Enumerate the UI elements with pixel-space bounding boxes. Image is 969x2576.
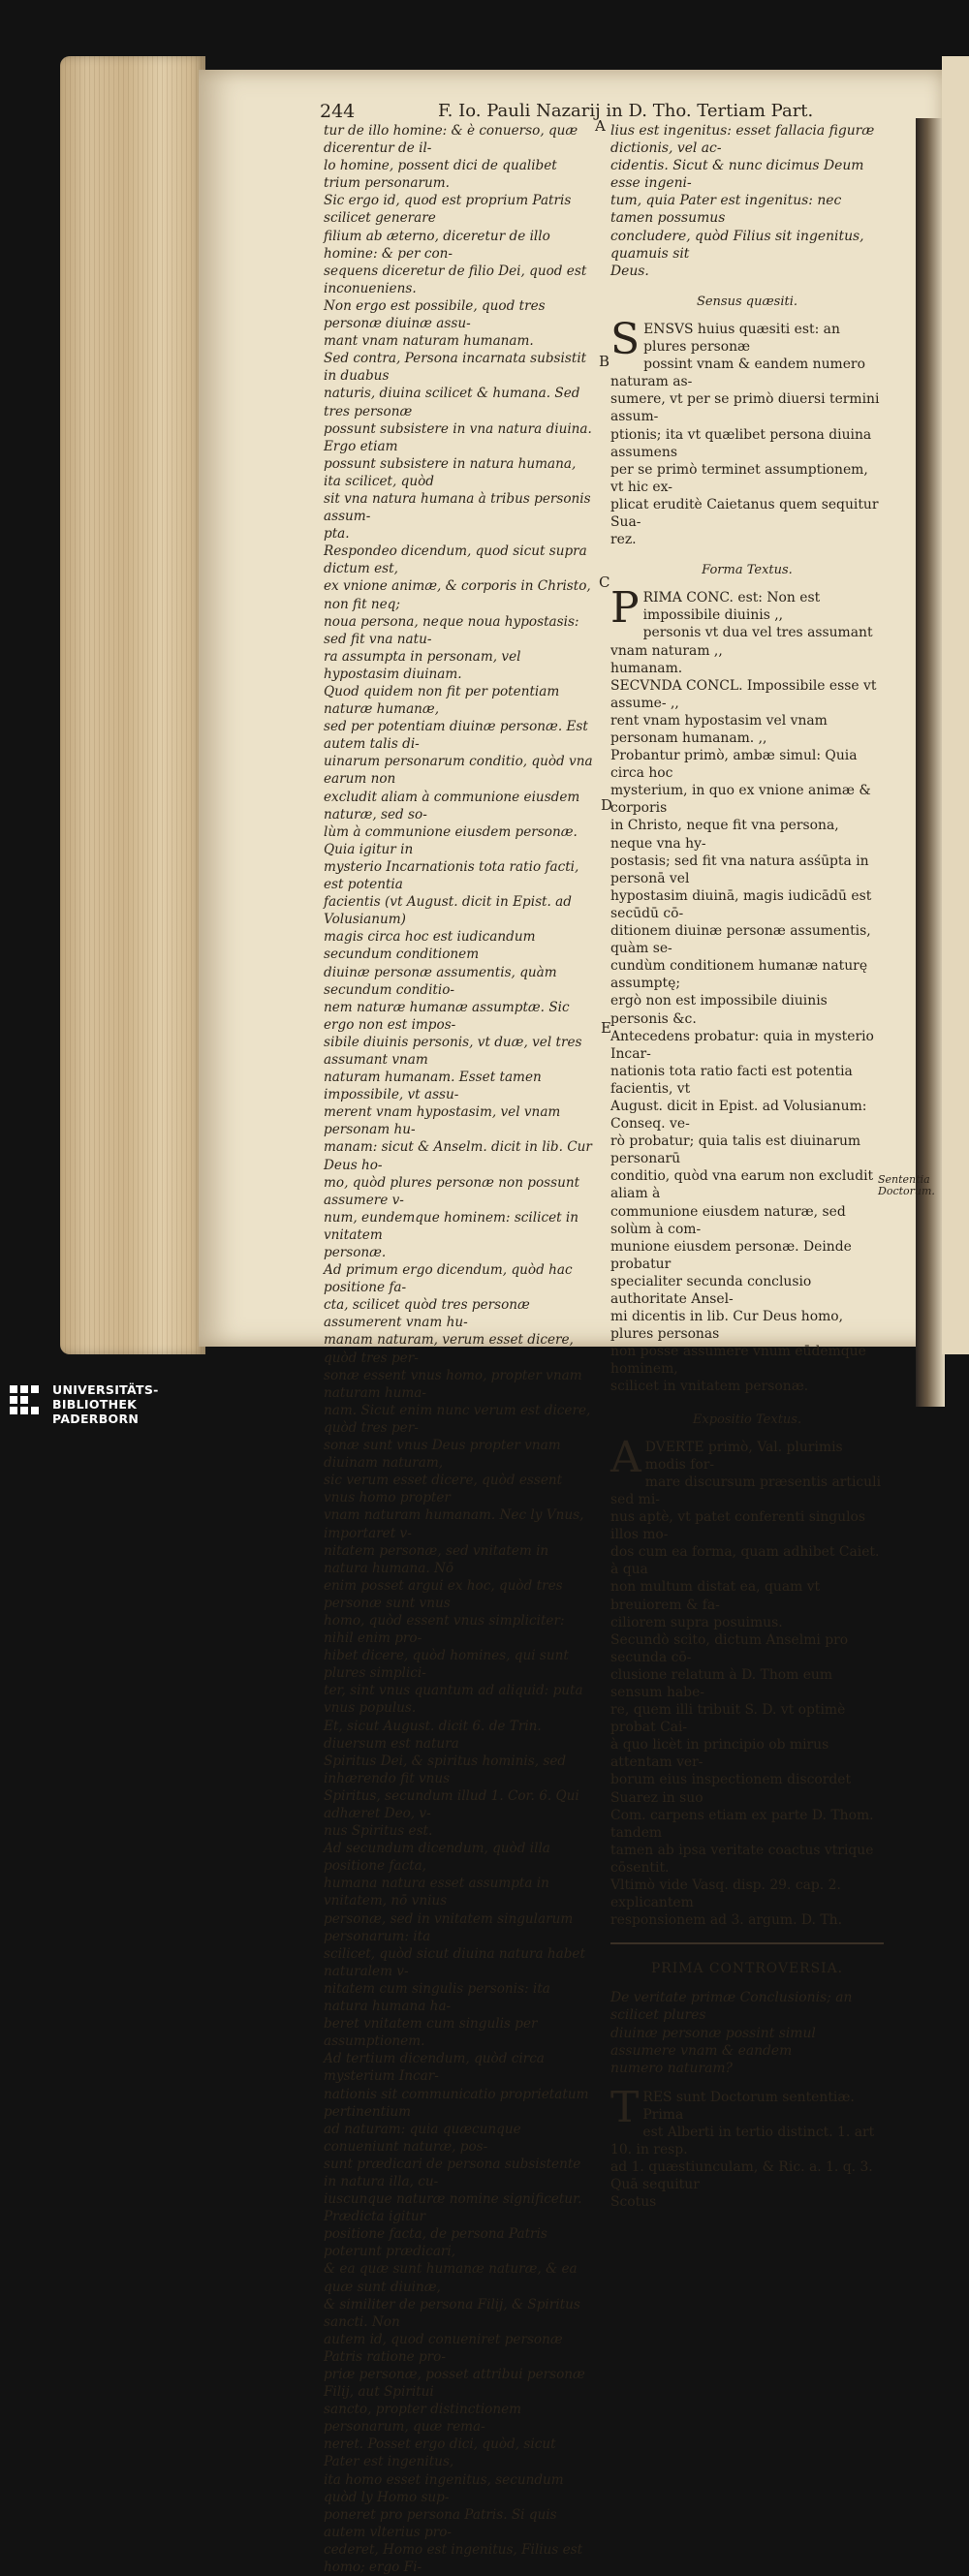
text-line: numero naturam? (610, 2060, 733, 2076)
right-intro-text (610, 122, 884, 280)
text-line: nam. Sicut enim nunc verum est dicere, quòd tres per- (324, 1402, 591, 1436)
text-line: rez. (610, 532, 637, 548)
text-line: RIMA CONC. est: Non est impossibile diuinis ,, (642, 590, 821, 624)
text-line: sonæ essent vnus homo, propter vnam naturam huma- (324, 1367, 582, 1401)
text-line: mo, quòd plures personæ non possunt assumere v- (324, 1174, 580, 1208)
text-line: humana natura esset assumpta in vnitatem, nō vnius (324, 1876, 549, 1909)
text-line: nationis sit communicatio proprietatum pertinentium (324, 2086, 589, 2120)
text-line: personæ, sed in vnitatem singularum personarum: ita (324, 1910, 574, 1944)
text-line: ter, sint vnus quantum ad aliquid: puta vnus populus. (324, 1683, 583, 1717)
text-line: & similiter de persona Filij, & Spiritus sancti. Non (324, 2296, 580, 2330)
dropcap-t: T (610, 2082, 640, 2132)
text-line: August. dicit in Epist. ad Volusianum: Conseq. ve- (610, 1098, 867, 1133)
text-line: num, eundemque hominem: scilicet in vnitatem (324, 1209, 579, 1243)
text-line: est Alberti in tertio distinct. 1. art 10. in resp. (610, 2125, 875, 2158)
text-line: sic verum esset dicere, quòd essent vnus homo propter (324, 1473, 563, 1506)
logo-line-3: PADERBORN (52, 1412, 140, 1426)
dropcap-p: P (610, 583, 640, 634)
forma-heading: Forma Textus. (702, 563, 793, 578)
text-line: beret vnitatem cum singulis per assumptionem. (324, 2016, 538, 2050)
text-line: vnam naturam humanam. Nec ly Vnus, importaret v- (324, 1507, 584, 1541)
margin-letter-d: D (601, 796, 613, 814)
running-head: F. Io. Pauli Nazarij in D. Tho. Tertiam Part. (438, 101, 814, 121)
text-line: sancto, propter distinctionem personarum, quæ rema- (324, 2402, 522, 2436)
text-line: priæ personæ, posset attribui personæ Filij, aut Spiritui (324, 2367, 585, 2401)
text-line: lius est ingenitus: esset fallacia figuræ dictionis, vel ac- (610, 123, 875, 157)
tres-paragraph (610, 2082, 884, 2212)
text-line: mysterio Incarnationis tota ratio facti, est potentia (324, 858, 579, 893)
text-line: mant vnam naturam humanam. (324, 333, 534, 350)
text-line: sunt prædicari de persona subsistente in natura illa, cu- (324, 2156, 581, 2189)
forma-lines (610, 583, 884, 1395)
facing-page-edge (942, 56, 969, 1354)
text-line: nitatem personæ, sed vnitatem in natura humana. Nō (324, 1542, 549, 1576)
text-line: mysterium, in quo ex vnione animæ & corporis (610, 783, 871, 817)
text-line: DVERTE primò, Val. plurimis modis for- (644, 1439, 843, 1473)
text-line: cundùm conditionem humanæ naturę assumptę; (610, 958, 868, 992)
text-line: tamen ab ipsa veritate coactus vtrique cōsentit. (610, 1842, 874, 1876)
text-line: Sed contra, Persona incarnata subsistit in duabus (324, 351, 587, 385)
expositio-paragraph (610, 1432, 884, 1930)
text-line: humanam. (610, 660, 683, 676)
text-line: tum, quia Pater est ingenitus: nec tamen possumus (610, 193, 842, 227)
sensus-heading: Sensus quæsiti. (696, 294, 798, 309)
text-line: non posse assumere vnum eūdemque hominem, (610, 1344, 866, 1378)
text-line: Et, sicut August. dicit 6. de Trin. diuersum est natura (324, 1718, 542, 1752)
text-line: scilicet in vnitatem personæ. (610, 1379, 809, 1395)
library-emblem-icon (10, 1385, 39, 1420)
forma-paragraph (610, 583, 884, 1395)
text-line: Secundò scito, dictum Anselmi pro secunda cō- (610, 1631, 849, 1665)
page-number: 244 (320, 101, 356, 122)
text-line: non multum distat ea, quam vt breuiorem & fa- (610, 1579, 821, 1613)
text-line: Quod quidem non fit per potentiam naturæ humanæ, (324, 684, 560, 718)
text-line: sumere, vt per se primò diuersi termini assum- (610, 391, 880, 425)
text-line: personæ. (324, 1245, 387, 1260)
left-column (324, 122, 595, 2576)
text-line: & ea quæ sunt humanæ naturæ, & ea quæ sunt diuinæ, (324, 2261, 578, 2295)
text-line: responsionem ad 3. argum. D. Th. (610, 1912, 842, 1929)
text-line: nus aptè, vt patet conferenti singulos illos mo- (610, 1509, 866, 1543)
text-line: munione eiusdem personæ. Deinde probatur (610, 1238, 852, 1272)
text-line: mi dicentis in lib. Cur Deus homo, plures personas (610, 1309, 844, 1343)
text-line: borum eius inspectionem discordet Suarez in suo (610, 1772, 852, 1806)
text-line: possunt subsistere in natura humana, ita scilicet, quòd (324, 455, 577, 489)
tres-lines (610, 2082, 884, 2212)
text-line: uinarum personarum conditio, quòd vna earum non (324, 754, 593, 788)
text-line: ra assumpta in personam, vel hypostasim diuinam. (324, 648, 521, 682)
side-note: Sententia Doctorum. (878, 1173, 935, 1197)
controversia-heading: PRIMA CONTROVERSIA. (650, 1961, 844, 1977)
text-line: filium ab æterno, diceretur de illo homine: & per con- (324, 228, 550, 262)
text-line: concludere, quòd Filius sit ingenitus, quamuis sit (610, 228, 864, 262)
text-line: in Christo, neque fit vna persona, neque vna hy- (610, 818, 839, 852)
text-line: naturis, diuina scilicet & humana. Sed tres personæ (324, 386, 580, 419)
text-line: à quo licèt in principio ob mirus attentam ver- (610, 1737, 829, 1771)
page-header (320, 101, 930, 122)
text-line: Scotus (610, 2194, 657, 2211)
text-line: ergò non est impossibile diuinis personis &c. (610, 993, 828, 1027)
text-line: possint vnam & eandem numero naturam as- (610, 357, 865, 390)
text-line: rent vnam hypostasim vel vnam personam humanam. ,, (610, 712, 828, 746)
dropcap-a: A (610, 1432, 641, 1482)
text-line: Ad tertium dicendum, quòd circa mysterium Incar- (324, 2051, 545, 2085)
text-line: mare discursum præsentis articuli sed mi- (610, 1474, 882, 1507)
text-line: Spiritus, secundum illud 1. Cor. 6. Qui adhæret Deo, v- (324, 1787, 579, 1821)
margin-letter-a: A (595, 117, 606, 135)
book-gutter (916, 118, 945, 1407)
text-line: rò probatur; quia talis est diuinarum personarū (610, 1133, 861, 1167)
text-line: conditio, quòd vna earum non excludit aliam à (610, 1168, 874, 1202)
sensus-lines (610, 314, 884, 548)
expositio-lines (610, 1432, 884, 1930)
text-line: Vltimò vide Vasq. disp. 29. cap. 2. explicantem (610, 1878, 841, 1911)
text-line: nem naturæ humanæ assumptæ. Sic ergo non est impos- (324, 999, 570, 1033)
text-line: Com. carpens etiam ex parte D. Thom. tandem (610, 1807, 874, 1841)
text-line: hibet dicere, quòd homines, qui sunt plures simplici- (324, 1648, 569, 1682)
text-line: ex vnione animæ, & corporis in Christo, non fit neq; (324, 578, 591, 612)
margin-letter-b: B (599, 353, 610, 370)
text-line: naturam humanam. Esset tamen impossibile, vt assu- (324, 1070, 542, 1103)
text-line: diuinæ personæ assumentis, quàm secundum conditio- (324, 964, 557, 998)
text-line: manam naturam, verum esset dicere, quòd tres per- (324, 1332, 574, 1366)
margin-letter-c: C (599, 574, 610, 591)
text-line: possunt subsistere in vna natura diuina. Ergo etiam (324, 420, 592, 454)
text-line: Respondeo dicendum, quod sicut supra dictum est, (324, 543, 587, 577)
text-line: sit vna natura humana à tribus personis assum- (324, 490, 591, 525)
text-line: nus Spiritus est. (324, 1823, 433, 1840)
text-line: personis vt dua vel tres assumant vnam naturam ,, (610, 625, 873, 659)
text-line: sonæ sunt vnus Deus propter vnam diuinam naturam, (324, 1438, 561, 1472)
text-line: excludit aliam à communione eiusdem naturæ, sed so- (324, 789, 580, 822)
text-line: neret. Posset ergo dici, quòd, sicut Pater est ingenitus, (324, 2436, 556, 2470)
text-line: enim posset argui ex hoc, quòd tres personæ sunt vnus (324, 1577, 563, 1611)
logo-line-2: BIBLIOTHEK (52, 1397, 138, 1412)
text-line: sibile diuinis personis, vt duæ, vel tres assumant vnam (324, 1034, 582, 1068)
text-line: iuscunque naturæ nomine significetur. Prædicta igitur (324, 2191, 582, 2225)
text-line: positione facta, de persona Patris poterunt prædicari, (324, 2226, 547, 2260)
text-line: ENSVS huius quæsiti est: an plures personæ (643, 321, 840, 356)
text-line: postasis; sed fit vna natura asśūpta in personā vel (610, 853, 869, 886)
text-line: per se primò terminet assumptionem, vt hic ex- (610, 461, 868, 495)
text-line: poneret pro persona Patris. Si quis autem vlterius pro- (324, 2506, 557, 2540)
logo-line-1: UNIVERSITÄTS- (52, 1382, 159, 1397)
text-line: re, quem illi tribuit S. D. vt optimè probat Cai- (610, 1702, 846, 1736)
text-line: ita homo esset ingenitus, secundum quòd ly Homo sup- (324, 2471, 564, 2505)
text-line: RES sunt Doctorum sententiæ. Prima (642, 2089, 855, 2123)
text-line: ad naturam: quia quæcunque conueniunt naturæ, pos- (324, 2121, 521, 2155)
controversia-question (610, 1989, 884, 2076)
text-line: hypostasim diuinā, magis iudicādū est secūdū cō- (610, 887, 872, 921)
text-line: nitatem cum singulis personis: ita natura humana ha- (324, 1980, 550, 2015)
text-line: Non ergo est possibile, quod tres personæ diuinæ assu- (324, 297, 546, 332)
text-line: sequens diceretur de filio Dei, quod est inconueniens. (324, 263, 587, 296)
text-line: magis circa hoc est iudicandum secundum conditionem (324, 929, 536, 963)
text-line: communione eiusdem naturæ, sed solùm à com- (610, 1203, 846, 1237)
text-line: sed per potentiam diuinæ personæ. Est autem talis di- (324, 719, 588, 753)
text-line: pta. (324, 526, 350, 543)
text-line: Ad primum ergo dicendum, quòd hac positione fa- (324, 1262, 573, 1296)
text-line: specialiter secunda conclusio authoritate Ansel- (610, 1273, 812, 1307)
text-line: homo, quòd essent vnus simpliciter: nihil enim pro- (324, 1612, 565, 1647)
expositio-heading: Expositio Textus. (692, 1412, 802, 1427)
text-line: ptionis; ita vt quælibet persona diuina assumens (610, 426, 872, 460)
text-line: De veritate primæ Conclusionis; an scilicet plures (610, 1990, 853, 2024)
text-line: nationis tota ratio facti est potentia facientis, vt (610, 1063, 853, 1097)
text-line: manam: sicut & Anselm. dicit in lib. Cur Deus ho- (324, 1139, 592, 1173)
text-line: tur de illo homine: & è conuerso, quæ dicerentur de il- (324, 123, 578, 157)
text-line: dos cum ea forma, quam adhibet Caiet. à qua (610, 1544, 880, 1578)
text-line: merent vnam hypostasim, vel vnam personam hu- (324, 1104, 561, 1138)
text-line: Spiritus Dei, & spiritus hominis, sed inhærendo fit vnus (324, 1753, 567, 1786)
text-line: diuinæ personæ possint simul assumere vnam & eandem (610, 2025, 816, 2059)
text-line: autem id, quod conueniret personæ Patris ratione pro- (324, 2331, 563, 2365)
text-line: Antecedens probatur: quia in mysterio Incar- (610, 1028, 874, 1062)
text-line: Ad secundum dicendum, quòd illa positione facta, (324, 1841, 550, 1875)
text-line: cidentis. Sicut & nunc dicimus Deum esse ingeni- (610, 158, 864, 192)
text-line: SECVNDA CONCL. Impossibile esse vt assume- ,, (610, 677, 877, 711)
text-line: scilicet, quòd sicut diuina natura habet naturalem v- (324, 1945, 585, 1979)
right-column (610, 122, 884, 2212)
section-rule (610, 1942, 884, 1944)
text-line: Probantur primò, ambæ simul: Quia circa hoc (610, 748, 858, 782)
text-line: Sic ergo id, quod est proprium Patris scilicet generare (324, 193, 572, 227)
text-line: lùm à communione eiusdem personæ. Quia igitur in (324, 823, 578, 857)
text-line: noua persona, neque noua hypostasis: sed fit vna natu- (324, 613, 579, 647)
library-logo (0, 1366, 159, 1431)
text-line: ditionem diuinæ personæ assumentis, quàm se- (610, 923, 871, 957)
text-line: cta, scilicet quòd tres personæ assumerent vnam hu- (324, 1297, 530, 1331)
book-page-edges (60, 56, 205, 1354)
text-line: ad 1. quæstiunculam, & Ric. a. 1. q. 3. Quā sequitur (610, 2159, 873, 2193)
sensus-paragraph (610, 314, 884, 548)
text-line: lo homine, possent dici de qualibet trium personarum. (324, 158, 557, 192)
text-line: ciliorem supra posuimus. (610, 1614, 783, 1630)
text-line: facientis (vt August. dicit in Epist. ad Volusianum) (324, 894, 572, 928)
text-line: plicat eruditè Caietanus quem sequitur Sua- (610, 496, 879, 530)
dropcap-s: S (610, 314, 641, 364)
text-line: clusione relatum à D. Thom eum sensum habe- (610, 1666, 833, 1700)
text-line: Deus. (610, 263, 649, 279)
margin-letter-e: E (601, 1019, 611, 1037)
text-line: cederet, Homo est ingenitus, Filius est homo; ergo Fi- (324, 2541, 583, 2576)
